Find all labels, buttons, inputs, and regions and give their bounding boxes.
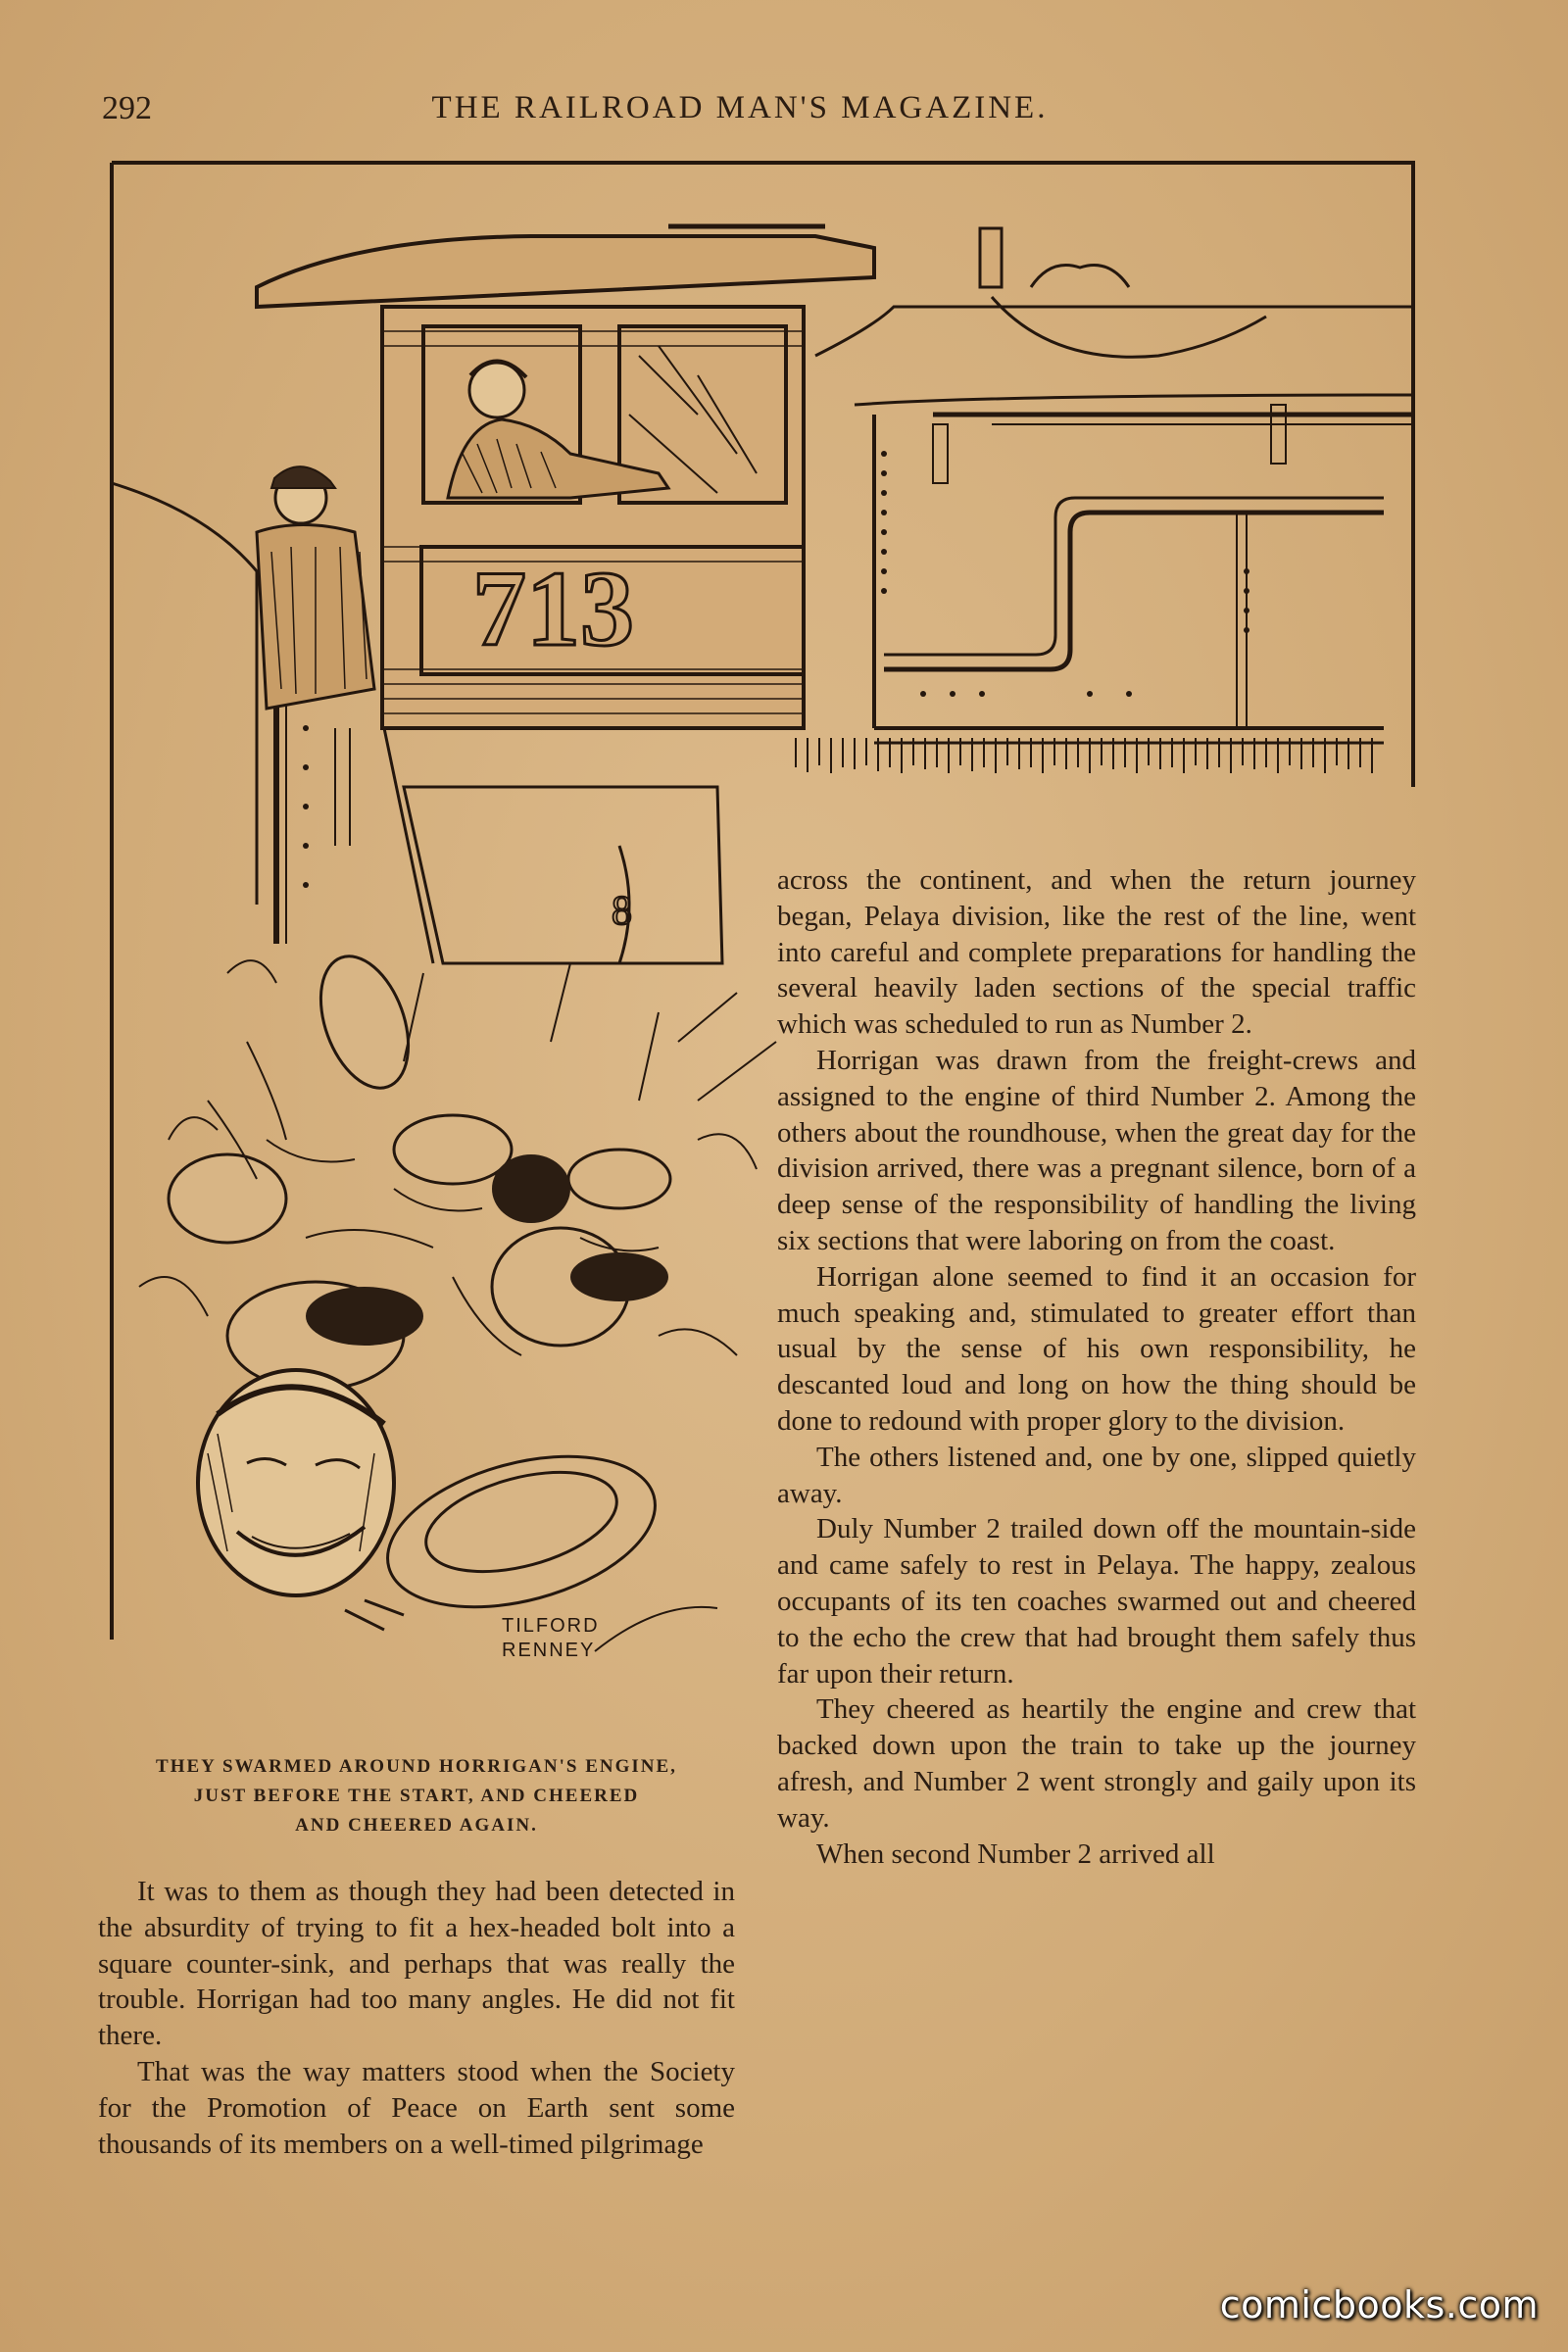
caption-line: AND CHEERED AGAIN. — [295, 1815, 538, 1836]
paragraph: across the continent, and when the return journey began, Pelaya division, like the rest of the line, went into careful and complete preparations for handling the several heavily laden sections of the special traffic which was scheduled to run as Number 2. — [777, 864, 1416, 1041]
illustration-caption — [98, 1752, 735, 1840]
signature-line-1: TILFORD — [502, 1615, 600, 1637]
engine-number: 713 — [472, 549, 634, 668]
paragraph: When second Number 2 arrived all — [816, 1838, 1215, 1870]
paragraph: It was to them as though they had been detected in the absurdity of trying to fit a hex-headed bolt into a square counter-sink, and perhaps that was really the trouble. Horrigan had too many angles. He did not fit there. — [98, 1876, 735, 2052]
page-header — [98, 90, 1490, 139]
paragraph: That was the way matters stood when the Society for the Promotion of Peace on Earth sent some thousands of its members on a well-timed pilgrimage — [98, 2055, 735, 2160]
paragraph: Horrigan was drawn from the freight-crews and assigned to the engine of third Number 2. Among the others about the roundhouse, when the great day for the division arrived, there was a pregnant silence, born of a deep sense of the responsibility of handling the living six sections that were laboring on from the coast. — [777, 1044, 1416, 1256]
running-title: THE RAILROAD MAN'S MAGAZINE. — [431, 90, 1049, 125]
right-column — [777, 862, 1416, 1872]
caption-line: THEY SWARMED AROUND HORRIGAN'S ENGINE, — [156, 1756, 677, 1777]
signature-line-2: RENNEY — [502, 1640, 596, 1661]
paragraph: The others listened and, one by one, slipped quietly away. — [777, 1441, 1416, 1509]
paragraph: Horrigan alone seemed to find it an occasion for much speaking and, stimulated to greater effort than usual by the sense of his own responsibility, he descanted loud and long on how the thing should be done to redound with proper glory to the division. — [777, 1260, 1416, 1437]
watermark: comicbooks.com — [1219, 2283, 1539, 2327]
paragraph: They cheered as heartily the engine and crew that backed down upon the train to take up the journey afresh, and Number 2 went strongly and gaily upon its way. — [777, 1693, 1416, 1834]
left-column — [98, 1874, 735, 2162]
page-number: 292 — [102, 90, 152, 126]
svg-text:8: 8 — [612, 889, 632, 934]
paragraph: Duly Number 2 trailed down off the mountain-side and came safely to rest in Pelaya. The happy, zealous occupants of its ten coaches swarmed out and cheered to the echo the crew that had brought them safely thus far upon their return. — [777, 1513, 1416, 1690]
caption-line: JUST BEFORE THE START, AND CHEERED — [193, 1786, 640, 1806]
